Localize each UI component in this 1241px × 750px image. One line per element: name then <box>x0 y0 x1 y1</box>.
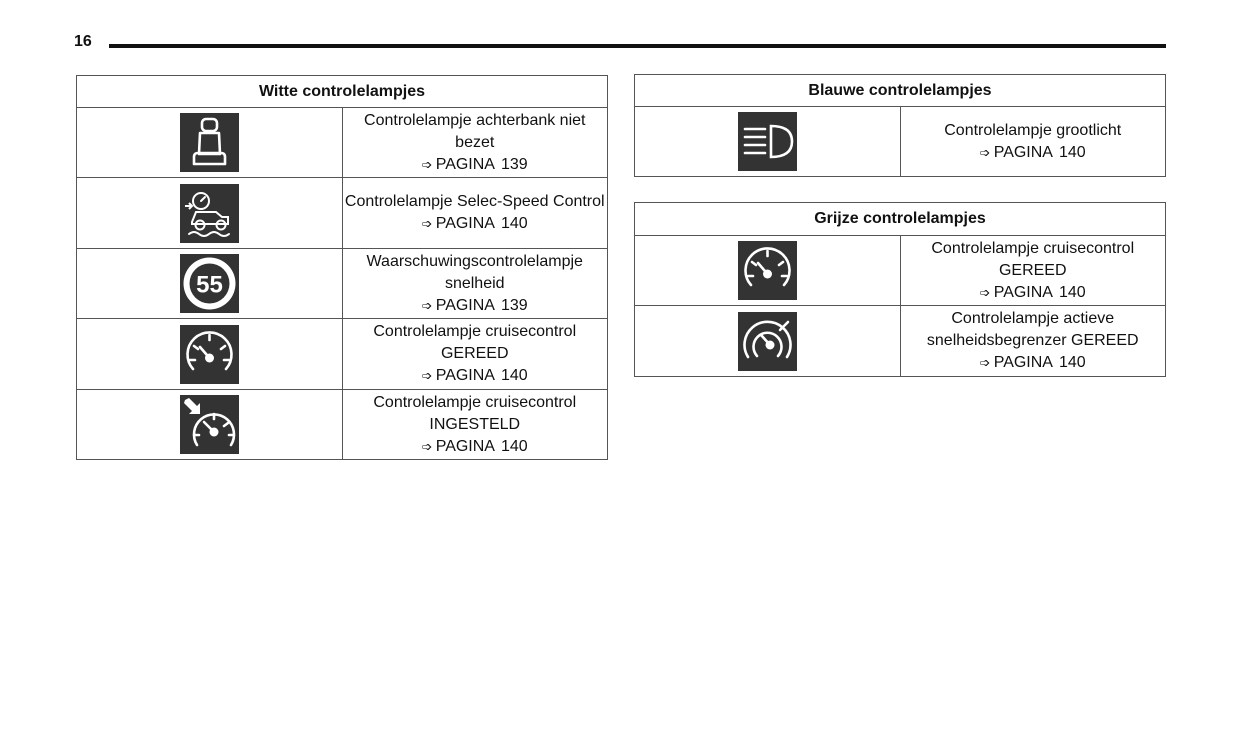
page-link[interactable]: 139 <box>500 296 528 314</box>
white-lamps-table <box>76 75 608 460</box>
arrow-right-icon: ➩ <box>979 144 991 160</box>
seat-icon <box>180 113 239 172</box>
arrow-right-icon: ➩ <box>421 297 433 313</box>
row-label: Controlelampje grootlicht <box>944 121 1122 139</box>
page-reference: ➩ PAGINA 139 <box>421 155 528 173</box>
table-row <box>77 178 608 249</box>
page-reference: ➩ PAGINA 139 <box>421 296 528 314</box>
arrow-right-icon: ➩ <box>979 284 991 300</box>
page-number: 16 <box>74 33 92 50</box>
svg-text:55: 55 <box>195 271 223 299</box>
cruise-control-set-icon <box>180 395 239 454</box>
table-row <box>77 108 608 178</box>
page-link[interactable]: 140 <box>500 437 528 455</box>
page-reference: ➩ PAGINA 140 <box>421 437 528 455</box>
row-label: Controlelampje cruisecontrol INGESTELD <box>373 393 577 433</box>
header-rule <box>109 44 1166 48</box>
row-label: Controlelampje actieve snelheidsbegrenzer GEREED <box>926 310 1139 349</box>
page-link[interactable]: 140 <box>500 367 528 384</box>
arrow-right-icon: ➩ <box>421 438 433 454</box>
cruise-control-ready-icon <box>180 325 239 384</box>
row-label: Controlelampje Selec-Speed Control <box>344 193 605 210</box>
page-link[interactable]: 140 <box>1058 143 1086 161</box>
high-beam-icon <box>738 112 797 171</box>
arrow-right-icon: ➩ <box>421 156 433 172</box>
speed-limiter-ready-icon <box>738 312 797 371</box>
page-reference: ➩ PAGINA 140 <box>979 354 1086 371</box>
page-link[interactable]: 140 <box>1058 354 1086 371</box>
grey-lamps-table <box>634 202 1166 377</box>
page-link[interactable]: 140 <box>1058 283 1086 301</box>
page-link[interactable]: 140 <box>500 215 528 232</box>
page-reference: ➩ PAGINA 140 <box>979 143 1086 161</box>
row-label: Controlelampje achterbank niet bezet <box>364 111 586 151</box>
table-row <box>77 249 608 319</box>
table-row <box>635 306 1166 377</box>
table-row <box>77 390 608 460</box>
table-row <box>635 107 1166 177</box>
table-title: Witte controlelampjes <box>77 76 608 108</box>
page-link[interactable]: 139 <box>500 155 528 173</box>
table-row <box>77 319 608 390</box>
selec-speed-icon <box>180 184 239 243</box>
table-title: Grijze controlelampjes <box>635 203 1166 236</box>
arrow-right-icon: ➩ <box>421 368 433 383</box>
arrow-right-icon: ➩ <box>421 216 433 231</box>
table-row <box>635 236 1166 306</box>
page-reference: ➩ PAGINA 140 <box>979 283 1086 301</box>
blue-lamps-table <box>634 74 1166 177</box>
row-label: Controlelampje cruisecontrol GEREED <box>373 323 577 362</box>
cruise-control-ready-icon <box>738 241 797 300</box>
page-reference: ➩ PAGINA 140 <box>421 215 528 232</box>
table-title: Blauwe controlelampjes <box>635 75 1166 107</box>
row-label: Controlelampje cruisecontrol GEREED <box>931 239 1135 279</box>
arrow-right-icon: ➩ <box>979 355 991 370</box>
speed-limit-55-icon <box>180 254 239 313</box>
row-label: Waarschuwingscontrolelampje snelheid <box>366 252 583 292</box>
page-reference: ➩ PAGINA 140 <box>421 367 528 384</box>
